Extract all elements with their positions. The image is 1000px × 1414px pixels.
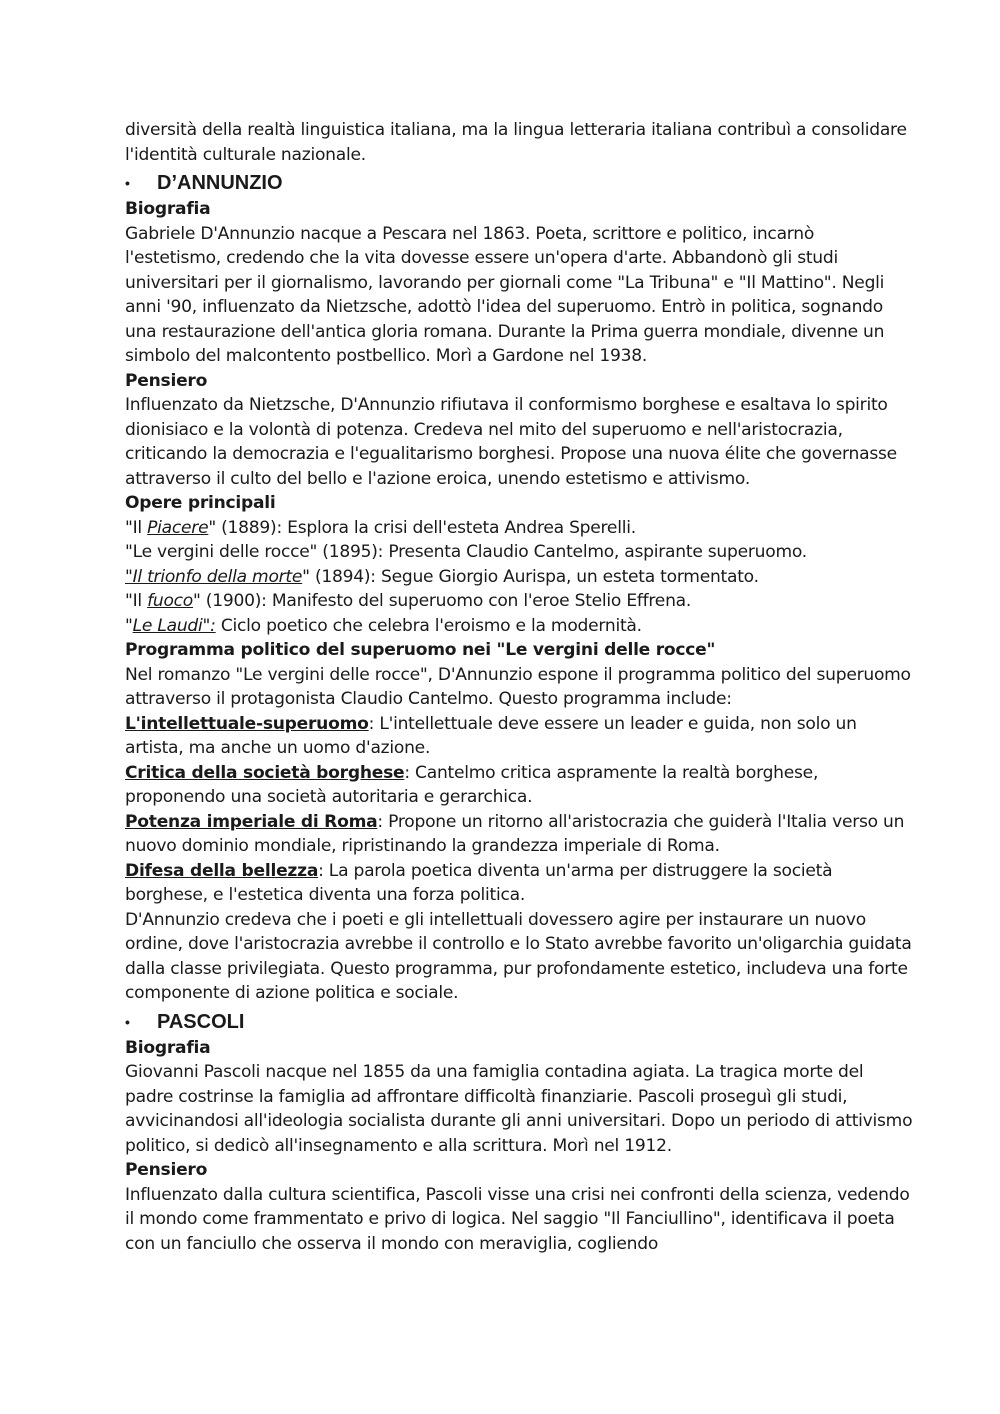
opera-prefix: "Il [125,517,148,538]
section-title: PASCOLI [157,1010,245,1033]
pensiero-paragraph: Influenzato dalla cultura scientifica, Pascoli visse una crisi nei confronti della scienza, vedendo il mondo come frammentato e privo di logica. Nel saggio "Il Fanciullino", identificava il poeta con un fanciullo che osserva il mondo con meraviglia, cogliendo [125,1184,910,1254]
programma-heading: Programma politico del superuomo nei "Le vergini delle rocce" [125,640,716,660]
opera-description: " (1900): Manifesto del superuomo con l'eroe Stelio Effrena. [193,591,692,611]
biografia-heading: Biografia [125,1037,211,1058]
programma-term-link[interactable]: L'intellettuale-superuomo [125,713,369,734]
conclusione-paragraph: D'Annunzio credeva che i poeti e gli intellettuali dovessero agire per instaurare un nuovo ordine, dove l'aristocrazia avrebbe il controllo e lo Stato avrebbe favorito un'oligarchia guidata dalla classe privilegiata. Questo programma, pur profondamente estetico, includeva una forte componente di azione politica e sociale. [125,909,912,1003]
pensiero-heading: Pensiero [125,370,208,391]
programma-desc: : L'intellettuale deve essere un leader e guida, non solo un artista, ma anche un uomo d'azione. [125,713,857,758]
biografia-heading: Biografia [125,199,211,219]
biografia-paragraph: Giovanni Pascoli nacque nel 1855 da una famiglia contadina agiata. La tragica morte del padre costrinse la famiglia ad affrontare difficoltà finanziarie. Pascoli proseguì gli studi, avvicinandosi all'ideologia socialista durante gli anni universitari. Dopo un periodo di attivismo politico, si dedicò all'insegnamento e alla scrittura. Morì nel 1912. [125,1062,913,1156]
pensiero-paragraph: Influenzato da Nietzsche, D'Annunzio rifiutava il conformismo borghese e esaltava lo spirito dionisiaco e la volontà di potenza. Credeva nel mito del superuomo e nell'aristocrazia, criticando la democrazia e l'egualitarismo borghesi. Propose una nuova élite che governasse attraverso il culto del bello e l'azione eroica, unendo estetismo e attivismo. [125,395,897,489]
opera-description: "Le vergini delle rocce" (1895): Presenta Claudio Cantelmo, aspirante superuomo. [125,542,807,562]
opera-title-link[interactable]: Piacere [147,517,209,538]
biografia-paragraph: Gabriele D'Annunzio nacque a Pescara nel 1863. Poeta, scrittore e politico, incarnò l'estetismo, credendo che la vita dovesse essere un'opera d'arte. Abbandonò gli studi universitari per il giornalismo, lavorando per giornali come "La Tribuna" e "Il Mattino". Negli anni '90, influenzato da Nietzsche, adottò l'idea del superuomo. Entrò in politica, sognando una restaurazione dell'antica gloria romana. Durante la Prima guerra mondiale, divenne un simbolo del malcontento postbellico. Morì a Gardone nel 1938. [125,223,885,366]
opera-item [125,614,915,639]
document-page [125,118,915,1256]
opera-item [125,589,915,614]
opera-title-link[interactable]: Le Laudi": [132,615,216,636]
programma-point [125,761,915,810]
programma-intro: Nel romanzo "Le vergini delle rocce", D'Annunzio espone il programma politico del superuomo attraverso il protagonista Claudio Cantelmo. Questo programma include: [125,664,911,709]
programma-point [125,859,915,908]
opera-prefix: " [125,615,133,636]
opera-item [125,540,915,565]
programma-term-link[interactable]: Difesa della bellezza [125,860,319,881]
opera-item [125,516,915,541]
section-heading-dannunzio [125,170,915,197]
programma-desc: : La parola poetica diventa un'arma per distruggere la società borghese, e l'estetica diventa una forza politica. [125,860,833,905]
opera-item [125,565,915,590]
opera-prefix: "Il [125,591,148,611]
programma-term-link[interactable]: Critica della società borghese [125,762,405,783]
programma-point [125,712,915,761]
programma-desc: : Propone un ritorno all'aristocrazia che guiderà l'Italia verso un nuovo dominio mondiale, ripristinando la grandezza imperiale di Roma. [125,811,905,856]
programma-desc: : Cantelmo critica aspramente la realtà borghese, proponendo una società autoritaria e gerarchica. [125,762,819,807]
intro-paragraph: diversità della realtà linguistica italiana, ma la lingua letteraria italiana contribuì a consolidare l'identità culturale nazionale. [125,120,907,165]
bullet-icon: • [125,1013,130,1030]
opera-description: Ciclo poetico che celebra l'eroismo e la modernità. [215,615,642,636]
opera-title-link[interactable]: "Il trionfo della morte [125,566,303,587]
programma-term-link[interactable]: Potenza imperiale di Roma [125,811,378,832]
programma-point [125,810,915,859]
opera-description: " (1889): Esplora la crisi dell'esteta Andrea Sperelli. [208,517,636,538]
section-heading-pascoli [125,1009,915,1036]
opera-title-link[interactable]: fuoco [147,591,194,611]
bullet-icon: • [125,175,130,191]
section-title: D’ANNUNZIO [157,172,283,194]
opera-description: " (1894): Segue Giorgio Aurispa, un esteta tormentato. [302,566,759,587]
opere-heading: Opere principali [125,493,276,513]
pensiero-heading: Pensiero [125,1160,208,1180]
